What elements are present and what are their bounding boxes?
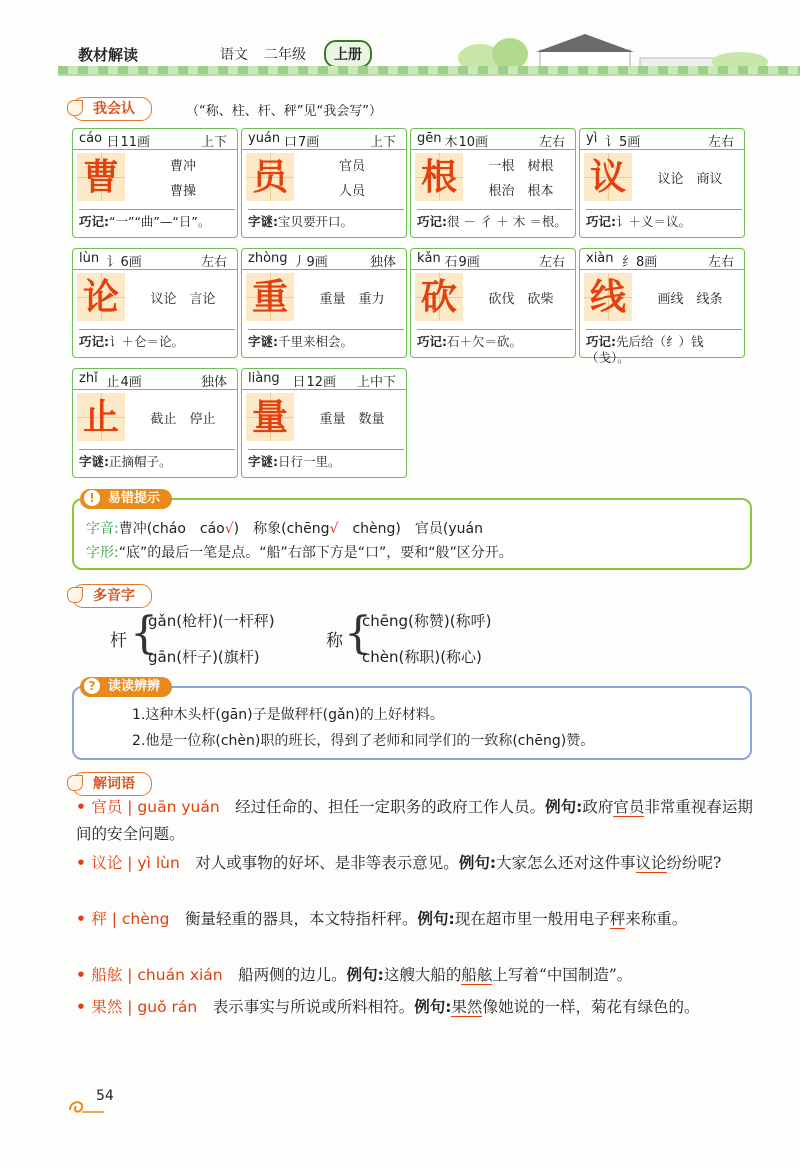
glossary-item: • 果然 | guǒ rán 表示事实与所说或所料相符。例句:果然像她说的一样，菊花有绿色的。 <box>76 998 700 1016</box>
poly-char-2-reading-b: chèn(称职)(称心) <box>362 648 482 666</box>
card-word: 画线 线条 <box>657 291 723 307</box>
card-words <box>471 273 571 321</box>
card-info-row <box>411 129 575 150</box>
card-character: 员 <box>246 153 294 201</box>
poly-char-1-reading-a: gǎn(枪杆)(一杆秤) <box>148 612 275 630</box>
card-radical: 石 <box>444 255 458 270</box>
card-word: 议论 商议 <box>657 171 723 187</box>
section-tag-label: 易错提示 <box>108 491 161 506</box>
character-card <box>72 128 238 238</box>
glossary-pinyin: chèng <box>121 910 170 928</box>
card-pinyin: yì <box>586 131 598 146</box>
shape-text: “底”的最后一笔是点。“船”右部下方是“口”，要和“般”区分开。 <box>118 545 513 561</box>
glossary-pinyin: guǒ rán <box>137 998 198 1016</box>
card-character: 止 <box>77 393 125 441</box>
card-hint-label: 巧记: <box>586 214 616 229</box>
card-word: 砍伐 砍柴 <box>488 291 554 307</box>
glossary-example-word: 议论 <box>635 854 667 872</box>
card-character: 曹 <box>77 153 125 201</box>
glossary-example-label: 例句: <box>458 854 497 872</box>
card-strokes: 5画 <box>619 135 641 150</box>
card-hint-label: 巧记: <box>79 214 109 229</box>
section-tag-recognize <box>72 97 152 121</box>
card-structure: 上中下 <box>356 375 396 390</box>
glossary-example-label: 例句: <box>414 998 452 1016</box>
bullet-icon: • <box>76 966 92 984</box>
section-tag-label: 读读辨辨 <box>108 679 161 694</box>
card-hint-label: 巧记: <box>586 334 616 349</box>
card-pinyin: lùn <box>79 251 100 266</box>
card-hint-label: 字谜: <box>248 454 278 469</box>
card-radical: 日 <box>292 375 306 390</box>
card-pinyin: xiàn <box>586 251 614 266</box>
card-info-row <box>73 249 237 270</box>
glossary-example-post: 像她说的一样，菊花有绿色的。 <box>482 998 700 1016</box>
card-character: 砍 <box>415 273 463 321</box>
glossary-example-post: 上写着“中国制造”。 <box>492 966 633 984</box>
glossary-example-pre: 现在超市里一般用电子 <box>454 910 610 928</box>
card-structure: 上下 <box>200 135 227 150</box>
question-icon: ? <box>84 678 100 694</box>
card-hint <box>79 329 235 350</box>
card-structure: 左右 <box>538 255 565 270</box>
card-word: 曹冲 <box>169 159 196 174</box>
card-radical: 丿 <box>292 255 306 270</box>
card-strokes: 6画 <box>120 255 142 270</box>
card-hint <box>79 449 235 470</box>
recognize-note: （“称、柱、杆、秤”见“我会写”） <box>186 104 382 119</box>
card-hint <box>586 329 742 366</box>
bullet-icon: • <box>76 910 92 928</box>
card-strokes: 8画 <box>636 255 658 270</box>
card-words <box>302 153 402 201</box>
card-radical: 讠 <box>605 135 619 150</box>
card-hint-text: 先后给（纟）钱（戋）。 <box>586 334 704 365</box>
glossary-definition: 经过任命的、担任一定职务的政府工作人员。 <box>235 798 546 816</box>
card-hint-text: 宝贝要开口。 <box>278 214 354 229</box>
sound-label: 字音: <box>86 521 119 537</box>
section-tag-label: 我会认 <box>93 101 135 117</box>
card-info-row <box>242 129 406 150</box>
character-card <box>241 128 407 238</box>
card-hint-text: 石＋欠＝砍。 <box>447 334 523 349</box>
card-hint <box>248 449 404 470</box>
glossary-item: • 秤 | chèng 衡量轻重的器具，本文特指杆秤。例句:现在超市里一般用电子秤来称重。 <box>76 910 688 928</box>
card-word: 截止 停止 <box>150 411 216 427</box>
card-strokes: 10画 <box>458 135 489 150</box>
card-word: 官员 <box>338 159 365 174</box>
glossary-item: • 船舷 | chuán xián 船两侧的边儿。例句:这艘大船的船舷上写着“中国制造”。 <box>76 966 633 984</box>
read-line-2: 2.他是一位称(chèn)职的班长，得到了老师和同学们的一致称(chēng)赞。 <box>132 733 595 749</box>
card-structure: 上下 <box>369 135 396 150</box>
card-radical: 讠 <box>106 255 120 270</box>
card-pinyin: yuán <box>248 131 281 146</box>
card-hint-text: “一”“曲”—“日”。 <box>109 214 211 229</box>
sound-item: √ chèng) 官员(yuán <box>329 521 483 537</box>
character-card <box>241 368 407 478</box>
glossary-example-pre: 这艘大船的 <box>383 966 462 984</box>
card-strokes: 11画 <box>120 135 151 150</box>
card-hint <box>248 209 404 230</box>
character-card <box>579 128 745 238</box>
poly-char-2: 称 <box>326 631 343 651</box>
sound-item: 曹冲(cháo cáo <box>118 521 225 537</box>
glossary-term: 议论 <box>91 854 123 872</box>
section-tag-glossary <box>72 772 152 796</box>
card-structure: 左右 <box>707 135 734 150</box>
sound-line <box>86 518 483 538</box>
glossary-definition: 船两侧的边儿。 <box>238 966 347 984</box>
mistake-tips-box <box>72 498 752 570</box>
card-words <box>302 393 402 441</box>
glossary-example-pre: 大家怎么还对这件事 <box>496 854 636 872</box>
header-stripe-line <box>58 74 800 76</box>
character-card <box>72 248 238 358</box>
card-info-row <box>411 249 575 270</box>
section-tag-read-compare <box>80 677 172 697</box>
glossary-definition: 衡量轻重的器具，本文特指杆秤。 <box>184 910 418 928</box>
character-card <box>410 248 576 358</box>
card-hint-label: 巧记: <box>417 334 447 349</box>
card-structure: 独体 <box>369 255 396 270</box>
header-stripe <box>58 66 800 74</box>
card-hint <box>417 209 573 230</box>
card-hint-text: 千里来相会。 <box>278 334 354 349</box>
page-number: 54 <box>96 1088 114 1104</box>
card-word: 重量 数量 <box>319 411 385 427</box>
card-strokes: 9画 <box>306 255 328 270</box>
card-word: 人员 <box>338 184 365 199</box>
glossary-term: 船舷 <box>91 966 123 984</box>
card-hint <box>248 329 404 350</box>
card-character: 根 <box>415 153 463 201</box>
glossary-term: 官员 <box>91 798 123 816</box>
card-hint-text: 很 － 彳 ＋ 木 ＝根。 <box>447 214 567 229</box>
page-header <box>0 0 800 82</box>
card-words <box>471 153 571 201</box>
header-volume-badge: 上册 <box>324 40 372 68</box>
glossary-example-word: 船舷 <box>461 966 493 984</box>
card-radical: 口 <box>284 135 298 150</box>
card-strokes: 7画 <box>298 135 320 150</box>
card-info-row <box>242 369 406 390</box>
glossary-item: • 议论 | yì lùn 对人或事物的好坏、是非等表示意见。例句:大家怎么还对这件事议论纷纷呢? <box>76 854 722 872</box>
glossary-example-label: 例句: <box>545 798 583 816</box>
glossary-example-pre: 政府 <box>582 798 614 816</box>
card-info-row <box>580 129 744 150</box>
card-character: 论 <box>77 273 125 321</box>
card-hint <box>586 209 742 230</box>
tag-leaf-icon <box>67 587 83 603</box>
card-pinyin: liàng <box>248 371 280 386</box>
glossary-example-label: 例句: <box>417 910 455 928</box>
bullet-icon: • <box>76 998 92 1016</box>
card-word: 重量 重力 <box>319 291 385 307</box>
glossary-item: • 官员 | guān yuán 经过任命的、担任一定职务的政府工作人员。例句:政府官员非常重视春运期间的安全问题。 <box>76 798 753 843</box>
glossary-example-post: 纷纷呢? <box>666 854 722 872</box>
card-character: 线 <box>584 273 632 321</box>
exclamation-icon: ! <box>84 490 100 506</box>
card-hint-label: 字谜: <box>248 214 278 229</box>
card-hint-text: 讠＋仑＝论。 <box>109 334 185 349</box>
card-radical: 木 <box>444 135 458 150</box>
card-hint-text: 正摘帽子。 <box>109 454 172 469</box>
glossary-definition: 对人或事物的好坏、是非等表示意见。 <box>195 854 459 872</box>
card-word: 议论 言论 <box>150 291 216 307</box>
section-tag-label: 解词语 <box>93 776 135 792</box>
card-radical: 纟 <box>622 255 636 270</box>
glossary-example-word: 果然 <box>451 998 483 1016</box>
glossary-definition: 表示事实与所说或所料相符。 <box>212 998 415 1016</box>
glossary-example-label: 例句: <box>346 966 384 984</box>
card-hint-text: 讠＋义＝议。 <box>616 214 692 229</box>
card-words <box>133 393 233 441</box>
card-info-row <box>580 249 744 270</box>
card-word: 一根 树根 <box>488 159 554 174</box>
poly-char-1: 杆 <box>110 631 127 651</box>
card-word: 曹操 <box>169 184 196 199</box>
card-pinyin: kǎn <box>417 251 441 266</box>
header-title: 教材解读 <box>78 46 139 64</box>
header-grade: 二年级 <box>264 47 306 63</box>
card-structure: 左右 <box>707 255 734 270</box>
card-words <box>133 153 233 201</box>
shape-label: 字形: <box>86 545 119 561</box>
card-pinyin: zhòng <box>248 251 288 266</box>
header-subject: 语文 <box>220 47 248 63</box>
card-pinyin: cáo <box>79 131 103 146</box>
card-words <box>640 273 740 321</box>
card-info-row <box>242 249 406 270</box>
card-strokes: 9画 <box>458 255 480 270</box>
card-words <box>640 153 740 201</box>
bullet-icon: • <box>76 798 92 816</box>
card-pinyin: zhǐ <box>79 371 98 386</box>
glossary-term: 秤 <box>91 910 107 928</box>
card-hint <box>79 209 235 230</box>
glossary-pinyin: yì lùn <box>137 854 180 872</box>
glossary-pinyin: chuán xián <box>137 966 223 984</box>
card-radical: 止 <box>106 375 120 390</box>
card-hint-label: 巧记: <box>79 334 109 349</box>
section-tag-polyphones <box>72 584 152 608</box>
card-words <box>133 273 233 321</box>
card-word: 根治 根本 <box>488 184 554 199</box>
read-compare-box <box>72 686 752 760</box>
brace-icon: { <box>344 608 372 659</box>
card-hint-label: 字谜: <box>79 454 109 469</box>
glossary-example-word: 官员 <box>613 798 645 816</box>
glossary-example-post: 非常重视春运期间的安全问题。 <box>76 798 753 843</box>
card-structure: 左右 <box>538 135 565 150</box>
glossary-term: 果然 <box>91 998 123 1016</box>
poly-char-2-reading-a: chēng(称赞)(称呼) <box>362 612 492 630</box>
card-radical: 日 <box>106 135 120 150</box>
poly-char-1-reading-b: gān(杆子)(旗杆) <box>148 648 260 666</box>
glossary-pinyin: guān yuán <box>137 798 220 816</box>
card-character: 重 <box>246 273 294 321</box>
character-card <box>579 248 745 365</box>
card-structure: 独体 <box>200 375 227 390</box>
card-character: 议 <box>584 153 632 201</box>
glossary-example-post: 来称重。 <box>625 910 688 928</box>
card-hint-text: 日行一里。 <box>278 454 341 469</box>
tag-leaf-icon <box>67 100 83 116</box>
card-hint-label: 巧记: <box>417 214 447 229</box>
section-tag-mistakes <box>80 489 172 509</box>
character-card <box>241 248 407 358</box>
card-hint-label: 字谜: <box>248 334 278 349</box>
card-strokes: 4画 <box>120 375 142 390</box>
card-info-row <box>73 129 237 150</box>
card-pinyin: gēn <box>417 131 442 146</box>
section-tag-label: 多音字 <box>93 588 135 604</box>
shape-line <box>86 542 513 562</box>
tag-leaf-icon <box>67 775 83 791</box>
card-words <box>302 273 402 321</box>
card-hint <box>417 329 573 350</box>
character-card <box>410 128 576 238</box>
card-character: 量 <box>246 393 294 441</box>
character-card <box>72 368 238 478</box>
card-structure: 左右 <box>200 255 227 270</box>
glossary-example-word: 秤 <box>609 910 626 928</box>
bullet-icon: • <box>76 854 92 872</box>
card-info-row <box>73 369 237 390</box>
sound-item: √) 称象(chēng <box>224 521 330 537</box>
card-strokes: 12画 <box>306 375 337 390</box>
read-line-1: 1.这种木头杆(gān)子是做秤杆(gǎn)的上好材料。 <box>132 707 444 723</box>
brace-icon: { <box>130 608 158 659</box>
